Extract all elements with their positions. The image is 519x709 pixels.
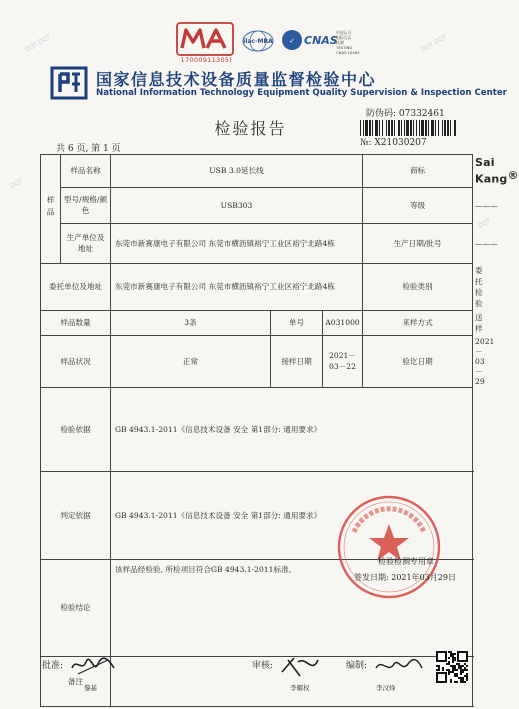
cma-logo bbox=[176, 22, 234, 56]
conclusion-label: 检验结论 bbox=[41, 559, 111, 656]
receive-date-value: 2021－03－22 bbox=[323, 335, 363, 387]
sample-group-cell bbox=[41, 155, 61, 264]
barcode bbox=[360, 120, 456, 136]
sample-method-label: 来样方式 bbox=[363, 310, 473, 335]
report-number: №: X21030207 bbox=[360, 138, 427, 148]
cnas-logo bbox=[280, 26, 360, 60]
grade-label: 等级 bbox=[363, 187, 473, 223]
trademark-mark: ® bbox=[507, 169, 519, 182]
prod-date-label: 生产日期/批号 bbox=[363, 223, 473, 263]
receive-date-label: 接样日期 bbox=[271, 335, 323, 387]
svg-text:CNAS L0465: CNAS L0465 bbox=[336, 50, 360, 55]
anti-fake-code: 防伪码: 07332461 bbox=[366, 109, 445, 119]
row-quantity: 样品数量 3条 单号 A031000 来样方式 送样 bbox=[41, 310, 473, 335]
row-client: 委托单位及地址 东莞市新赛康电子有限公司 东莞市横沥镇裕宁工业区裕宁北路4栋 检验类别 委托检验 bbox=[41, 263, 473, 310]
row-basis bbox=[41, 387, 473, 471]
quantity-label: 样品数量 bbox=[41, 310, 111, 335]
trademark-value: Sai Kang bbox=[475, 156, 508, 186]
compile-signature bbox=[372, 654, 426, 678]
watermark-mark: DQT bbox=[9, 177, 24, 190]
compile-name: 李汉烽 bbox=[376, 684, 396, 692]
sample-group-label: 样品 bbox=[46, 196, 55, 220]
order-label: 单号 bbox=[271, 310, 323, 335]
remark-label: 备注 bbox=[41, 656, 111, 706]
signature-row bbox=[0, 654, 501, 704]
client-value: 东莞市新赛康电子有限公司 东莞市横沥镇裕宁工业区裕宁北路4栋 bbox=[111, 263, 363, 310]
stamp-label: 检验检测专用章 bbox=[378, 557, 434, 566]
approve-name: 黎基 bbox=[84, 684, 97, 692]
compile-label: 编制: bbox=[346, 661, 368, 671]
approve-label: 批准: bbox=[42, 661, 64, 671]
review-signature bbox=[278, 654, 326, 680]
model-value: USB303 bbox=[111, 187, 363, 223]
svg-text:CNAS: CNAS bbox=[304, 34, 338, 47]
center-name-cn: 国家信息技术设备质量监督检验中心 bbox=[96, 70, 377, 89]
svg-text:ilac-MRA: ilac-MRA bbox=[243, 38, 273, 45]
producer-label: 生产单位及地址 bbox=[61, 223, 111, 263]
conclusion-value: 该样品经检验, 所检项目符合GB 4943.1-2011标准。 bbox=[111, 559, 473, 656]
row-model: 型号/规格/颜色 USB303 等级 ——— bbox=[41, 187, 473, 223]
cma-number: 17000911305l bbox=[180, 56, 232, 64]
watermark-mark: DQT DQT bbox=[24, 33, 52, 54]
basis-label: 检验依据 bbox=[41, 387, 111, 471]
status-value: 正常 bbox=[111, 335, 271, 387]
judge-label: 判定依据 bbox=[41, 471, 111, 559]
svg-text:国际互认: 国际互认 bbox=[336, 35, 352, 40]
approve-signature bbox=[68, 654, 120, 678]
quantity-value: 3条 bbox=[111, 310, 271, 335]
svg-text:TESTING: TESTING bbox=[336, 45, 353, 50]
model-label: 型号/规格/颜色 bbox=[61, 187, 111, 223]
basis-value: GB 4943.1-2011《信息技术设备 安全 第1部分: 通用要求》 bbox=[111, 387, 473, 471]
order-value: A031000 bbox=[323, 310, 363, 335]
status-label: 样品状况 bbox=[41, 335, 111, 387]
issue-date: 签发日期: 2021年03月29日 bbox=[354, 573, 456, 582]
center-name-en: National Information Technology Equipment Quality Supervision & Inspection Center bbox=[96, 88, 507, 98]
page-info: 共 6 页, 第 1 页 bbox=[56, 144, 121, 154]
row-status: 样品状况 正常 接样日期 2021－03－22 验讫日期 2021－03－29 bbox=[41, 335, 473, 387]
svg-text:✓: ✓ bbox=[289, 37, 295, 45]
client-label: 委托单位及地址 bbox=[41, 263, 111, 310]
document-title: 检验报告 bbox=[214, 119, 287, 138]
accreditation-logos bbox=[0, 22, 501, 62]
producer-value: 东莞市新赛康电子有限公司 东莞市横沥镇裕宁工业区裕宁北路4栋 bbox=[111, 223, 363, 263]
ilac-logo bbox=[240, 28, 276, 58]
trademark-label: 商标 bbox=[363, 155, 473, 188]
row-sample-name bbox=[41, 155, 473, 188]
svg-text:检测: 检测 bbox=[336, 40, 344, 45]
center-logo bbox=[50, 64, 88, 102]
sample-name-value: USB 3.0延长线 bbox=[111, 155, 363, 188]
finish-date-label: 验讫日期 bbox=[363, 335, 473, 387]
judge-value: GB 4943.1-2011《信息技术设备 安全 第1部分: 通用要求》 bbox=[111, 471, 473, 559]
row-producer: 生产单位及地址 东莞市新赛康电子有限公司 东莞市横沥镇裕宁工业区裕宁北路4栋 生产日期/批号 ——— bbox=[41, 223, 473, 263]
svg-text:中国认可: 中国认可 bbox=[336, 30, 352, 35]
watermark-mark: DQT DQT bbox=[420, 33, 448, 54]
qr-code bbox=[436, 651, 468, 683]
official-stamp bbox=[334, 492, 444, 602]
review-name: 李耀权 bbox=[290, 684, 310, 692]
inspect-type-label: 检验类别 bbox=[363, 263, 473, 310]
review-label: 审核: bbox=[252, 661, 274, 671]
sample-name-label: 样品名称 bbox=[61, 155, 111, 188]
watermark-mark: DQT bbox=[477, 217, 492, 230]
